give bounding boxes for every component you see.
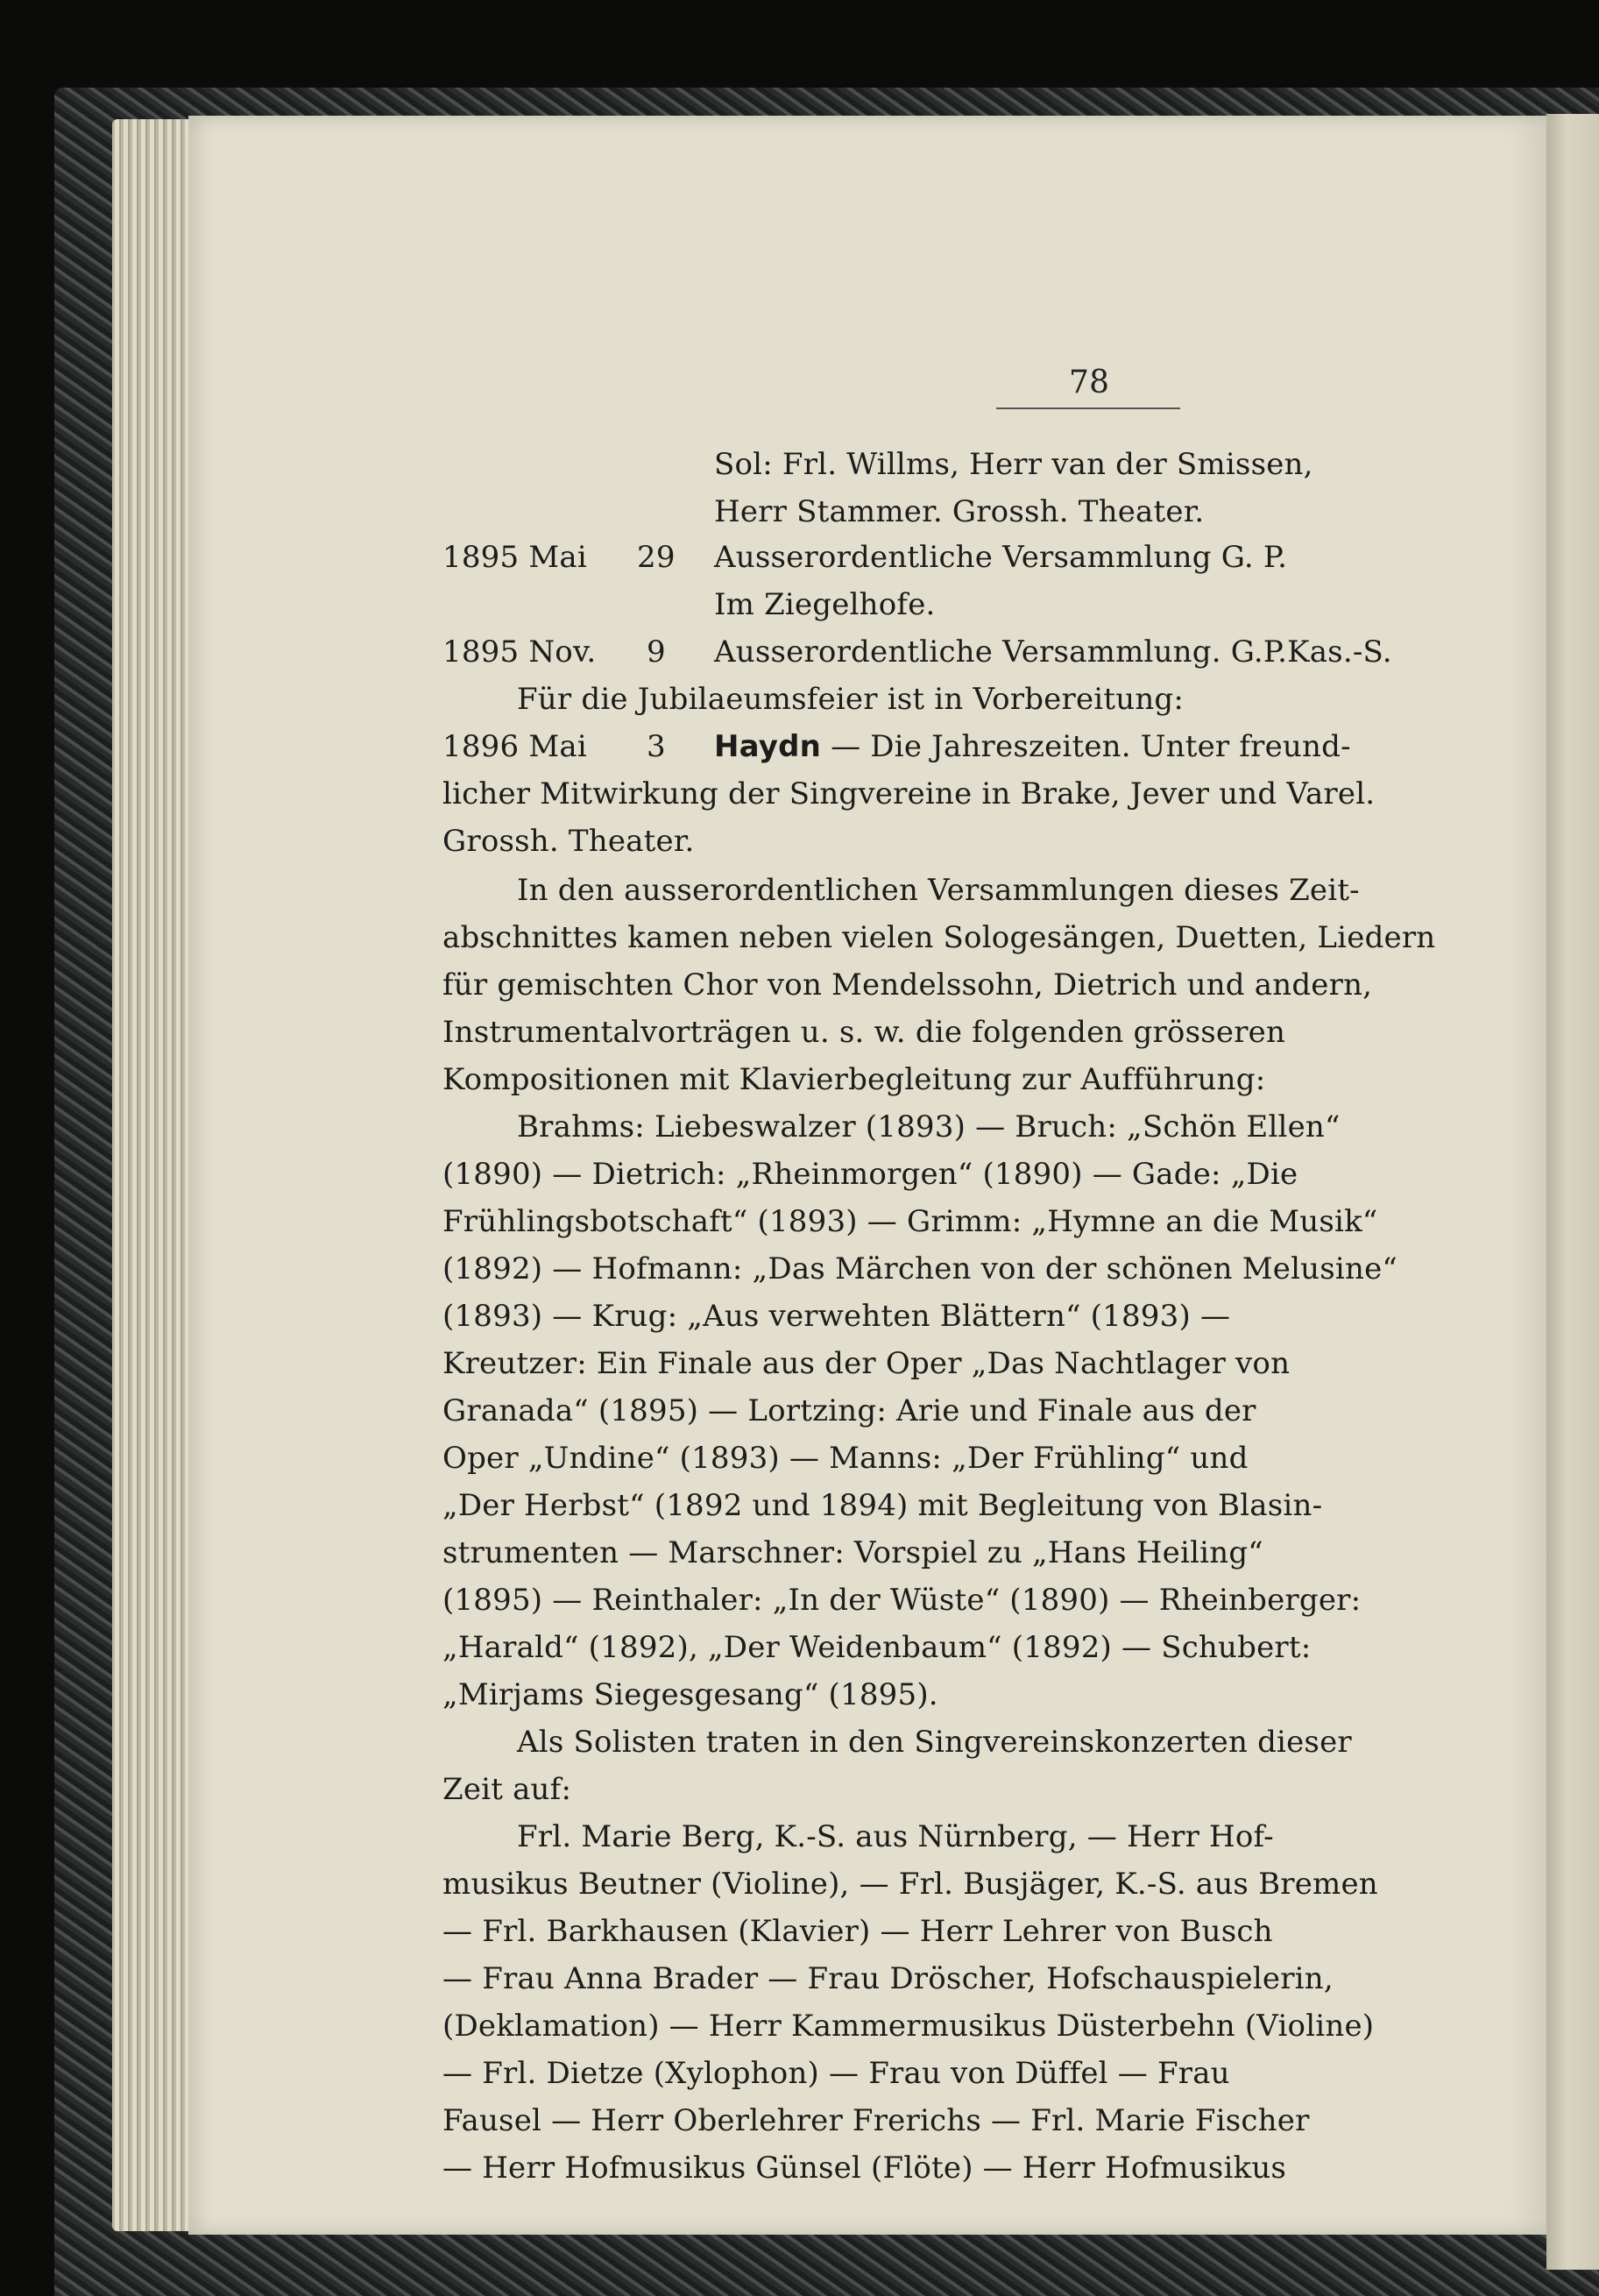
text-line: — Frl. Barkhausen (Klavier) — Herr Lehrer von Busch <box>442 1914 1273 1949</box>
text-line: (1895) — Reinthaler: „In der Wüste“ (1890) — Rheinberger: <box>442 1583 1362 1618</box>
entry-text <box>714 724 1351 770</box>
text-line: musikus Beutner (Violine), — Frl. Busjäger, K.-S. aus Bremen <box>442 1867 1378 1902</box>
text-line: Instrumentalvorträgen u. s. w. die folgenden grösseren <box>442 1015 1286 1050</box>
text-line: Fausel — Herr Oberlehrer Frerichs — Frl. Marie Fischer <box>442 2103 1310 2138</box>
text-line: Kompositionen mit Klavierbegleitung zur Aufführung: <box>442 1062 1266 1097</box>
text-line: Als Solisten traten in den Singvereinskonzerten dieser <box>517 1725 1352 1760</box>
entry-day: 9 <box>647 634 666 670</box>
text-line: (Deklamation) — Herr Kammermusikus Düsterbehn (Violine) <box>442 2009 1375 2044</box>
text-line: Im Ziegelhofe. <box>714 587 936 622</box>
text-line: In den ausserordentlichen Versammlungen dieses Zeit- <box>517 873 1360 908</box>
entry-date: 1896 Mai <box>442 729 587 764</box>
text-line: (1892) — Hofmann: „Das Märchen von der schönen Melusine“ <box>442 1251 1397 1286</box>
book-page <box>188 116 1546 2235</box>
text-line: „Der Herbst“ (1892 und 1894) mit Begleitung von Blasin- <box>442 1488 1323 1523</box>
text-line: abschnittes kamen neben vielen Sologesängen, Duetten, Liedern <box>442 920 1436 955</box>
entry-text: Ausserordentliche Versammlung. G.P.Kas.-S. <box>714 634 1392 670</box>
text-line: — Frl. Dietze (Xylophon) — Frau von Düffel — Frau <box>442 2056 1230 2091</box>
text-line: strumenten — Marschner: Vorspiel zu „Hans Heiling“ <box>442 1535 1263 1570</box>
entry-date: 1895 Mai <box>442 540 587 575</box>
text-line: Frühlingsbotschaft“ (1893) — Grimm: „Hymne an die Musik“ <box>442 1204 1378 1239</box>
text-line: Herr Stammer. Grossh. Theater. <box>714 494 1205 529</box>
text-line: Granada“ (1895) — Lortzing: Arie und Finale aus der <box>442 1393 1256 1428</box>
text-line: Kreutzer: Ein Finale aus der Oper „Das Nachtlager von <box>442 1346 1291 1381</box>
text-line: (1890) — Dietrich: „Rheinmorgen“ (1890) — Gade: „Die <box>442 1157 1298 1192</box>
text-line: Oper „Undine“ (1893) — Manns: „Der Frühling“ und <box>442 1441 1249 1476</box>
text-line: (1893) — Krug: „Aus verwehten Blättern“ (1893) — <box>442 1299 1231 1334</box>
entry-day: 29 <box>637 540 676 575</box>
composer-bold: Haydn <box>714 729 822 764</box>
text-line: für gemischten Chor von Mendelssohn, Dietrich und andern, <box>442 967 1373 1003</box>
text-line: Zeit auf: <box>442 1772 572 1807</box>
entry-day: 3 <box>647 729 666 764</box>
text-line: Sol: Frl. Willms, Herr van der Smissen, <box>714 447 1313 482</box>
text-line: „Mirjams Siegesgesang“ (1895). <box>442 1677 938 1712</box>
text-line: licher Mitwirkung der Singvereine in Brake, Jever und Varel. <box>442 776 1376 811</box>
text-line: Brahms: Liebeswalzer (1893) — Bruch: „Schön Ellen“ <box>517 1109 1341 1144</box>
text-line: Für die Jubilaeumsfeier ist in Vorbereitung: <box>517 682 1185 717</box>
entry-text-rest: — Die Jahreszeiten. Unter freund- <box>831 729 1351 764</box>
entry-date: 1895 Nov. <box>442 634 597 670</box>
text-line: Grossh. Theater. <box>442 824 695 859</box>
text-line: „Harald“ (1892), „Der Weidenbaum“ (1892) — Schubert: <box>442 1630 1312 1665</box>
facing-page-edge <box>1546 114 1599 2270</box>
text-line: Frl. Marie Berg, K.-S. aus Nürnberg, — Herr Hof- <box>517 1819 1274 1854</box>
entry-text: Ausserordentliche Versammlung G. P. <box>714 540 1288 575</box>
text-line: — Frau Anna Brader — Frau Dröscher, Hofschauspielerin, <box>442 1961 1334 1996</box>
page-number: 78 <box>1069 365 1110 400</box>
page-number-rule <box>996 407 1180 409</box>
text-line: — Herr Hofmusikus Günsel (Flöte) — Herr Hofmusikus <box>442 2151 1287 2186</box>
